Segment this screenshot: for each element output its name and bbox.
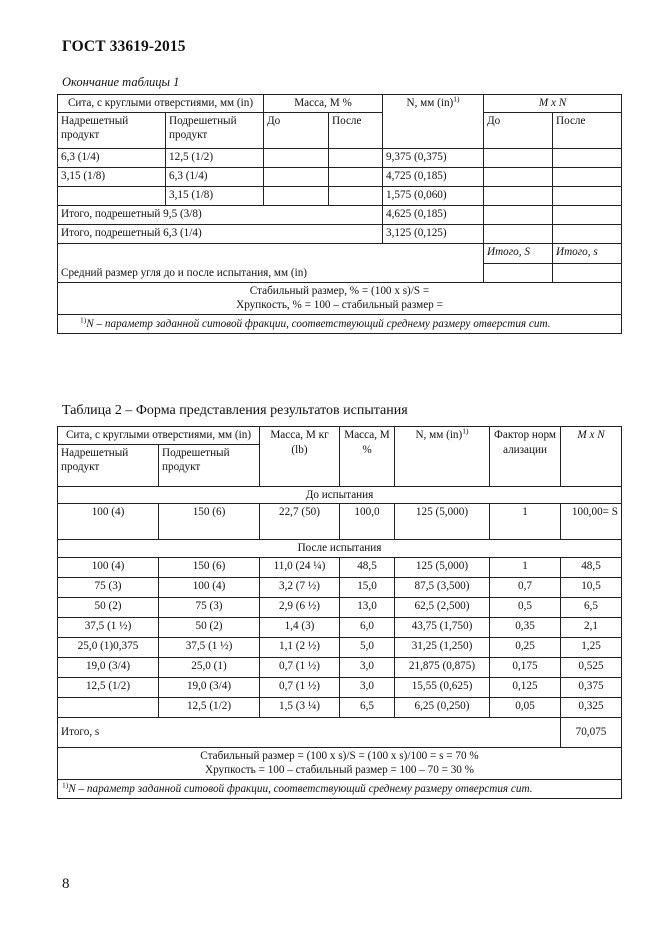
table-row [58,677,622,697]
table2-cell-undersize: 150 (6) [159,557,260,577]
table1-cell-n: 1,575 (0,060) [383,186,484,205]
table2-footnote-mark: 1) [62,780,69,790]
table-row [58,597,622,617]
table1-cell-mxn-after [553,186,622,205]
table2-cell-mass-kg: 0,7 (1 ½) [260,657,340,677]
table2-header-oversize: Надрешетный продукт [58,444,159,486]
table1-header-oversize: Надрешетный продукт [58,112,166,148]
table2-cell-oversize: 12,5 (1/2) [58,677,159,697]
table1-cell-before [264,167,329,186]
table2-cell-factor: 0,7 [490,577,561,597]
table1-cell-oversize: 6,3 (1/4) [58,148,166,167]
table2-cell-n: 6,25 (0,250) [395,697,490,717]
table2-cell-undersize: 37,5 (1 ½) [159,637,260,657]
table2-footnote-row [58,779,622,799]
table2-formula-cell [58,747,622,779]
table2-cell-mass-pct: 3,0 [340,677,395,697]
table-row [58,657,622,677]
table2-cell-mass-pct: 5,0 [340,637,395,657]
table1-cell-mxn-before [484,186,553,205]
table1-footnote-text: N – параметр заданной ситовой фракции, [86,317,292,330]
table1-formula-row [58,282,622,314]
table2-total-value: 70,075 [561,717,622,747]
table2-cell-oversize: 75 (3) [58,577,159,597]
table2-after-label: После испытания [58,540,622,558]
table1-cell-n: 4,725 (0,185) [383,167,484,186]
table2-header-n [395,427,490,487]
table1-cell-n: 9,375 (0,375) [383,148,484,167]
table1-header-mxn-before: До [484,112,553,148]
table2-formula-row [58,747,622,779]
table2-footnote-italic: соответствующий среднему размеру отверстия сит. [273,782,533,795]
table1-total-S: Итого, S [484,243,553,263]
table2-header-factor: Фактор нормализации [490,427,561,487]
table1-cell-before [264,148,329,167]
table2-cell-n: 125 (5,000) [395,557,490,577]
table-1 [57,94,622,334]
table1-total-s: Итого, s [553,243,622,263]
table-row [58,167,622,186]
table-row [58,557,622,577]
table-row [58,577,622,597]
table1-header-mxn-after: После [553,112,622,148]
table2-cell-mxn: 0,325 [561,697,622,717]
table-row [58,637,622,657]
table2-section-after [58,540,622,558]
table1-footnote-row [58,314,622,334]
table2-cell-mass-kg: 2,9 (6 ½) [260,597,340,617]
table2-header-mass-pct: Масса, M % [340,427,395,487]
table1-cell-undersize: 12,5 (1/2) [166,148,264,167]
table2-cell-mxn: 48,5 [561,557,622,577]
table1-cell-after [329,186,383,205]
table-row [58,224,622,243]
table1-formula-cell [58,282,622,314]
table2-stable-formula: Стабильный размер = (100 x s)/S = (100 x s)/100 = s = 70 % [200,749,479,762]
table2-cell-mass-kg: 3,2 (7 ½) [260,577,340,597]
table2-cell-mass-kg: 1,5 (3 ¼) [260,697,340,717]
table2-cell-mxn: 0,375 [561,677,622,697]
table2-cell-factor: 0,05 [490,697,561,717]
table2-cell-mxn: 1,25 [561,637,622,657]
table2-footnote-text: N – параметр заданной ситовой фракции, [68,782,274,795]
table-row [58,148,622,167]
table1-cell-oversize: 3,15 (1/8) [58,167,166,186]
table2-cell-mass-kg: 1,1 (2 ½) [260,637,340,657]
table-row [58,617,622,637]
table1-total-S-value [484,263,553,282]
table2-cell-mxn: 100,00= S [561,504,622,540]
table2-cell-undersize: 25,0 (1) [159,657,260,677]
table2-cell-mass-kg: 1,4 (3) [260,617,340,637]
table2-cell-factor: 1 [490,504,561,540]
table2-cell-factor: 0,175 [490,657,561,677]
table1-friability-formula: Хрупкость, % = 100 – стабильный размер = [236,299,443,312]
table2-cell-oversize: 19,0 (3/4) [58,657,159,677]
table2-cell-factor: 1 [490,557,561,577]
table1-header-n [383,95,484,149]
table2-cell-undersize: 150 (6) [159,504,260,540]
table2-cell-mass-kg: 11,0 (24 ¼) [260,557,340,577]
table2-header-sieves: Сита, с круглыми отверстиями, мм (in) [58,427,260,445]
table2-cell-factor: 0,125 [490,677,561,697]
table1-cell-undersize: 6,3 (1/4) [166,167,264,186]
table2-cell-mxn: 6,5 [561,597,622,617]
table2-before-label: До испытания [58,486,622,504]
table1-cell-mxn-before [484,205,553,224]
table1-cell-mxn-after [553,205,622,224]
table2-header-row [58,427,622,445]
table2-cell-oversize: 50 (2) [58,597,159,617]
table-row [58,186,622,205]
table1-total-63-label: Итого, подрешетный 6,3 (1/4) [58,224,383,243]
table2-cell-oversize: 100 (4) [58,504,159,540]
table1-cell-after [329,148,383,167]
table1-header-mass: Масса, M % [264,95,383,113]
page-number: 8 [62,876,70,892]
table2-cell-mass-pct: 100,0 [340,504,395,540]
table2-cell-oversize: 37,5 (1 ½) [58,617,159,637]
table2-cell-undersize: 12,5 (1/2) [159,697,260,717]
table-row [58,205,622,224]
table2-cell-oversize: 25,0 (1)0,375 [58,637,159,657]
table1-header-undersize: Подрешетный продукт [166,112,264,148]
table-2 [57,426,622,799]
table1-header-sieves: Сита, с круглыми отверстиями, мм (in) [58,95,264,113]
table1-total-s-value [553,263,622,282]
table2-cell-oversize: 100 (4) [58,557,159,577]
table1-average-size-label: Средний размер угля до и после испытания, мм (in) [58,243,484,282]
table2-total-label: Итого, s [58,717,561,747]
table2-header-mxn: M x N [561,427,622,487]
table-continuation-label: Окончание таблицы 1 [62,75,180,89]
table2-cell-factor: 0,35 [490,617,561,637]
table1-header-mxn: M x N [484,95,622,113]
table1-cell-before [264,186,329,205]
table2-title: Таблица 2 – Форма представления результатов испытания [62,403,408,418]
table2-cell-mass-pct: 3,0 [340,657,395,677]
table-row [58,504,622,540]
table1-header-before: До [264,112,329,148]
table1-cell-oversize [58,186,166,205]
table2-header-undersize: Подрешетный продукт [159,444,260,486]
table2-cell-n: 62,5 (2,500) [395,597,490,617]
table2-cell-mass-pct: 48,5 [340,557,395,577]
table2-cell-mxn: 10,5 [561,577,622,597]
table-row [58,697,622,717]
table2-cell-mass-pct: 13,0 [340,597,395,617]
table2-cell-mass-kg: 22,7 (50) [260,504,340,540]
table2-friability-formula: Хрупкость = 100 – стабильный размер = 100 – 70 = 30 % [204,764,474,777]
table2-cell-undersize: 50 (2) [159,617,260,637]
table1-total-63-n: 3,125 (0,125) [383,224,484,243]
table2-cell-undersize: 19,0 (3/4) [159,677,260,697]
table1-header-after: После [329,112,383,148]
table2-cell-n: 21,875 (0,875) [395,657,490,677]
table2-cell-n: 43,75 (1,750) [395,617,490,637]
table1-cell-undersize: 3,15 (1/8) [166,186,264,205]
table2-cell-mass-kg: 0,7 (1 ½) [260,677,340,697]
table1-subheader-row [58,112,622,148]
table2-section-before [58,486,622,504]
table1-header-n-label: N, мм (in) [406,97,454,109]
table-row [58,717,622,747]
table2-header-n-label: N, мм (in) [415,429,463,441]
table1-cell-mxn-before [484,167,553,186]
table1-cell-mxn-before [484,148,553,167]
table2-footnote [58,779,622,799]
table-row [58,243,622,263]
table2-cell-mxn: 2,1 [561,617,622,637]
table2-cell-n: 87,5 (3,500) [395,577,490,597]
table2-cell-undersize: 75 (3) [159,597,260,617]
table1-cell-mxn-after [553,167,622,186]
table1-cell-after [329,167,383,186]
table2-header-mass-kg: Масса, M кг (lb) [260,427,340,487]
table1-cell-mxn-before [484,224,553,243]
table2-cell-mass-pct: 15,0 [340,577,395,597]
table1-cell-mxn-after [553,224,622,243]
table2-cell-undersize: 100 (4) [159,577,260,597]
table2-cell-n: 15,55 (0,625) [395,677,490,697]
table1-header-row [58,95,622,113]
document-header: ГОСТ 33619-2015 [62,38,186,55]
table1-footnote-mark: 1) [80,314,87,324]
table1-total-95-label: Итого, подрешетный 9,5 (3/8) [58,205,383,224]
table2-cell-n: 31,25 (1,250) [395,637,490,657]
table2-cell-mass-pct: 6,5 [340,697,395,717]
table1-stable-formula: Стабильный размер, % = (100 x s)/S = [249,284,430,297]
table1-total-95-n: 4,625 (0,185) [383,205,484,224]
table2-cell-mass-pct: 6,0 [340,617,395,637]
table2-cell-oversize [58,697,159,717]
table2-cell-factor: 0,5 [490,597,561,617]
table1-footnote [58,314,622,334]
table2-cell-factor: 0,25 [490,637,561,657]
table1-header-n-footnote: 1) [453,94,460,104]
table1-footnote-italic: соответствующий среднему размеру отверстия сит. [291,317,551,330]
table2-header-n-footnote: 1) [462,426,469,436]
table2-cell-n: 125 (5,000) [395,504,490,540]
table1-cell-mxn-after [553,148,622,167]
table2-cell-mxn: 0,525 [561,657,622,677]
